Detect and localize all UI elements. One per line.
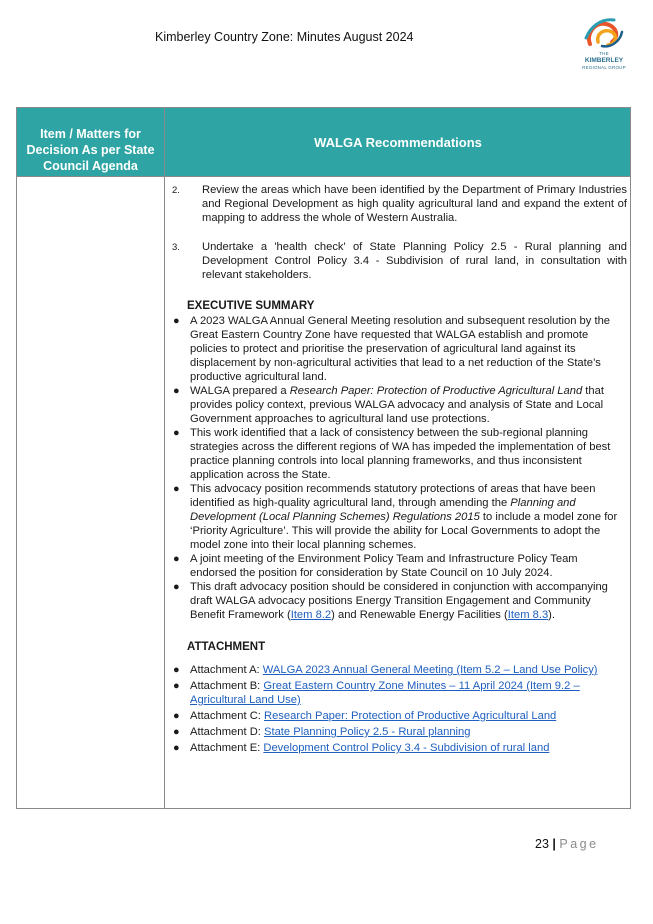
item-8-3-link[interactable]: Item 8.3: [507, 609, 549, 621]
bullet-icon: ●: [173, 385, 180, 397]
list-item: ● Attachment B: Great Eastern Country Zone Minutes – 11 April 2024 (Item 9.2 – Agricultural Land Use): [173, 680, 580, 706]
column-header-walga-recommendations: WALGA Recommendations: [314, 135, 482, 150]
attachment-c-link[interactable]: Research Paper: Protection of Productive Agricultural Land: [264, 710, 557, 722]
attachment-list: [170, 663, 627, 755]
attachment-b-link[interactable]: Great Eastern Country Zone Minutes – 11 April 2024 (Item 9.2 – Agricultural Land Use): [190, 680, 580, 706]
page-label: Page: [559, 837, 599, 851]
list-item: ● This advocacy position recommends statutory protections of areas that have been identified as high-quality agricultural land, through amending the Planning and Development (Local Planning Schemes) Regulations 2015 to include a model zone for ‘Priority Agriculture’. This will provide the ability for Local Governments to adopt the model zone into their local planning schemes.: [173, 483, 618, 551]
bullet-icon: ●: [173, 680, 180, 692]
recommendation-item-3: [170, 240, 627, 282]
attachment-a-link[interactable]: WALGA 2023 Annual General Meeting (Item 5.2 – Land Use Policy): [262, 664, 598, 676]
bullet-icon: ●: [173, 742, 180, 754]
recommendation-text: Review the areas which have been identified by the Department of Primary Industries and Regional Development as high quality agricultural land and expand the extent of mapping to address the whole of Western Australia.: [202, 184, 627, 224]
column-divider: [164, 108, 165, 808]
list-item: ● A joint meeting of the Environment Policy Team and Infrastructure Policy Team endorsed the position for consideration by State Council on 10 July 2024.: [173, 553, 578, 579]
bullet-icon: ●: [173, 664, 180, 676]
list-item: ● Attachment C: Research Paper: Protection of Productive Agricultural Land: [173, 710, 557, 722]
logo-wordmark: THE KIMBERLEY REGIONAL GROUP: [582, 51, 626, 70]
bullet-icon: ●: [173, 315, 180, 327]
attachment-d-link[interactable]: State Planning Policy 2.5 - Rural planning: [264, 726, 471, 738]
list-item: ● Attachment D: State Planning Policy 2.5 - Rural planning: [173, 726, 471, 738]
attachment-heading: ATTACHMENT: [187, 641, 266, 653]
bullet-icon: ●: [173, 427, 180, 439]
list-item: ● This work identified that a lack of consistency between the sub-regional planning strategies across the different regions of WA has impeded the implementation of best practice planning controls into local planning frameworks, and thus inconsistent application across the State.: [173, 427, 611, 481]
list-item: ● Attachment E: Development Control Policy 3.4 - Subdivision of rural land: [173, 742, 550, 754]
document-header-title: Kimberley Country Zone: Minutes August 2024: [155, 30, 414, 44]
executive-summary-list: [170, 314, 627, 622]
column-header-item-matters: Item / Matters for Decision As per State Council Agenda: [26, 127, 155, 173]
executive-summary-heading: EXECUTIVE SUMMARY: [187, 300, 315, 312]
recommendation-number: 2.: [172, 185, 180, 196]
recommendation-text: Undertake a 'health check' of State Planning Policy 2.5 - Rural planning and Development Control Policy 3.4 - Subdivision of rural land, in consultation with relevant stakeholders.: [202, 241, 627, 281]
list-item: ● Attachment A: WALGA 2023 Annual General Meeting (Item 5.2 – Land Use Policy): [173, 664, 598, 676]
attachment-e-link[interactable]: Development Control Policy 3.4 - Subdivision of rural land: [263, 742, 550, 754]
bullet-icon: ●: [173, 710, 180, 722]
logo-swirl-icon: [576, 14, 632, 50]
bullet-icon: ●: [173, 553, 180, 565]
bullet-icon: ●: [173, 726, 180, 738]
item-8-2-link[interactable]: Item 8.2: [290, 609, 332, 621]
recommendation-number: 3.: [172, 242, 180, 253]
list-item: ● A 2023 WALGA Annual General Meeting resolution and subsequent resolution by the Great Eastern Country Zone have requested that WALGA establish and promote policies to protect and prioritise the preservation of agricultural land against its displacement by non-agricultural activities that lead to a net reduction of the State’s productive agricultural land.: [173, 315, 611, 383]
bullet-icon: ●: [173, 483, 180, 495]
recommendation-item-2: [170, 183, 627, 225]
list-item: ● WALGA prepared a Research Paper: Protection of Productive Agricultural Land that provides policy context, previous WALGA advocacy and analysis of State and Local Government approaches to agricultural land use protections.: [173, 385, 604, 425]
recommendations-cell: [170, 178, 627, 755]
page-footer: [535, 837, 599, 851]
footer-separator: |: [552, 837, 556, 851]
recommendations-table: [16, 107, 631, 809]
list-item: ● This draft advocacy position should be considered in conjunction with accompanying draft WALGA advocacy positions Energy Transition Engagement and Community Benefit Framework (Item 8.2) and Renewable Energy Facilities (Item 8.3).: [173, 581, 608, 621]
table-header-row: [17, 108, 630, 177]
page-number: 23: [535, 837, 549, 851]
bullet-icon: ●: [173, 581, 180, 593]
kimberley-regional-group-logo: [576, 14, 632, 70]
